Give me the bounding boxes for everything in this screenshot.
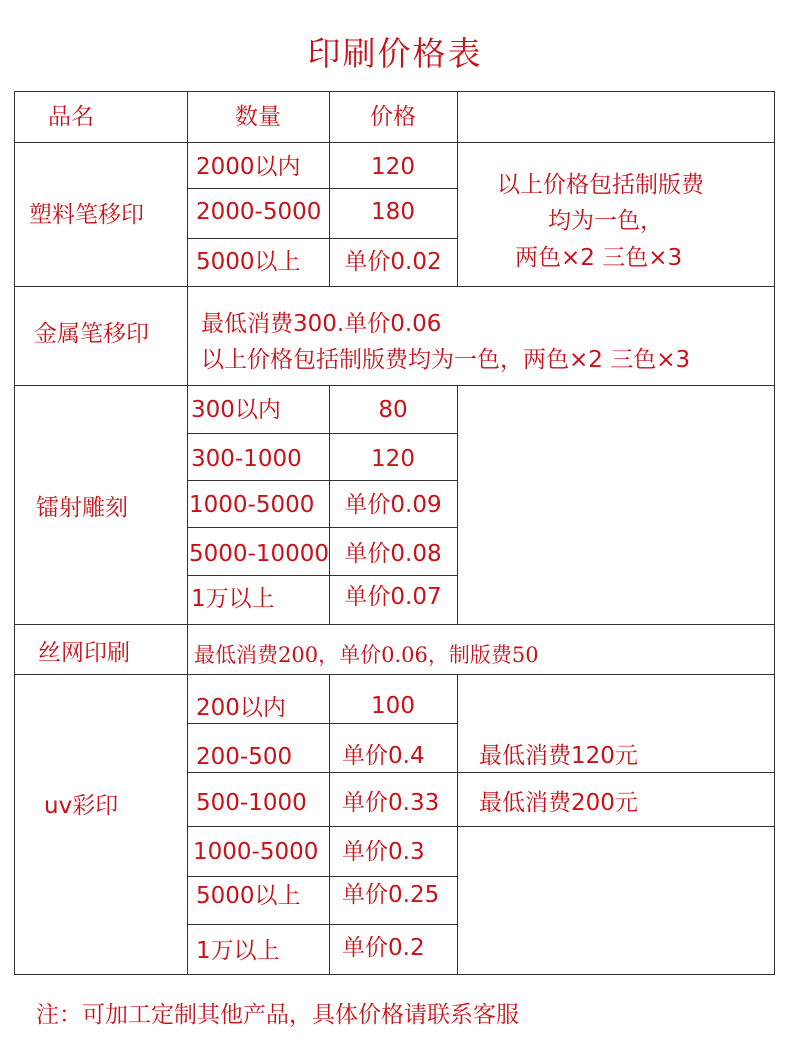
laser-qty: 1000-5000: [189, 492, 315, 518]
uv-note: 最低消费200元: [479, 790, 638, 816]
row-divider: [14, 624, 774, 625]
row-divider: [187, 575, 457, 576]
row-divider: [187, 238, 457, 239]
row-divider: [187, 527, 457, 528]
plastic-note: 均为一色，: [548, 208, 663, 234]
uv-price: 单价0.33: [342, 790, 440, 816]
row-divider: [187, 480, 457, 481]
row-divider: [187, 188, 457, 189]
uv-price: 单价0.3: [342, 839, 425, 865]
header-name: 品名: [48, 104, 94, 130]
header-quantity: 数量: [235, 104, 281, 130]
uv-price: 单价0.25: [342, 882, 440, 908]
column-divider: [457, 91, 458, 287]
table-border-top: [14, 91, 774, 92]
uv-qty: 1000-5000: [193, 839, 319, 865]
metal-name: 金属笔移印: [34, 321, 149, 347]
plastic-price: 120: [371, 154, 415, 180]
laser-price: 单价0.07: [344, 584, 442, 610]
uv-qty: 5000以上: [196, 883, 301, 909]
plastic-note: 以上价格包括制版费: [497, 172, 704, 198]
uv-note: 最低消费120元: [479, 743, 638, 769]
column-divider: [457, 385, 458, 625]
footnote: 注：可加工定制其他产品，具体价格请联系客服: [36, 1002, 519, 1028]
plastic-qty: 2000-5000: [196, 199, 322, 225]
plastic-price: 180: [371, 199, 415, 225]
row-divider: [14, 142, 774, 143]
metal-line: 最低消费300.单价0.06: [201, 311, 442, 337]
uv-qty: 200-500: [196, 744, 293, 770]
row-divider: [187, 826, 774, 827]
laser-qty: 1万以上: [191, 586, 275, 612]
laser-qty: 300以内: [191, 397, 281, 423]
metal-line: 以上价格包括制版费均为一色，两色×2 三色×3: [201, 347, 691, 373]
row-divider: [14, 674, 774, 675]
header-price: 价格: [370, 104, 416, 130]
uv-price: 100: [371, 693, 415, 719]
screen-text: 最低消费200，单价0.06，制版费50: [194, 643, 539, 667]
uv-price: 单价0.4: [342, 743, 425, 769]
table-border-right: [774, 91, 775, 975]
laser-price: 单价0.08: [344, 541, 442, 567]
plastic-note: 两色×2 三色×3: [515, 245, 683, 271]
row-divider: [187, 723, 457, 724]
plastic-qty: 2000以内: [196, 154, 301, 180]
uv-qty: 1万以上: [196, 938, 280, 964]
uv-price: 单价0.2: [342, 935, 425, 961]
page-title: 印刷价格表: [307, 34, 483, 73]
row-divider: [187, 924, 457, 925]
row-divider: [187, 772, 774, 773]
row-divider: [14, 286, 774, 287]
screen-name: 丝网印刷: [38, 640, 130, 666]
laser-qty: 300-1000: [191, 446, 302, 472]
uv-qty: 500-1000: [196, 790, 307, 816]
row-divider: [14, 385, 774, 386]
uv-name: uv彩印: [44, 793, 119, 819]
laser-price: 单价0.09: [344, 492, 442, 518]
column-divider: [187, 91, 188, 975]
plastic-qty: 5000以上: [196, 249, 301, 275]
plastic-price: 单价0.02: [344, 249, 442, 275]
laser-price: 80: [378, 397, 408, 423]
row-divider: [187, 433, 457, 434]
plastic-name: 塑料笔移印: [29, 202, 144, 228]
laser-name: 镭射雕刻: [36, 495, 128, 521]
row-divider: [187, 876, 457, 877]
uv-qty: 200以内: [196, 695, 286, 721]
laser-price: 120: [371, 446, 415, 472]
table-border-left: [14, 91, 15, 975]
table-border-bottom: [14, 974, 774, 975]
laser-qty: 5000-10000: [189, 541, 329, 567]
column-divider: [457, 674, 458, 975]
